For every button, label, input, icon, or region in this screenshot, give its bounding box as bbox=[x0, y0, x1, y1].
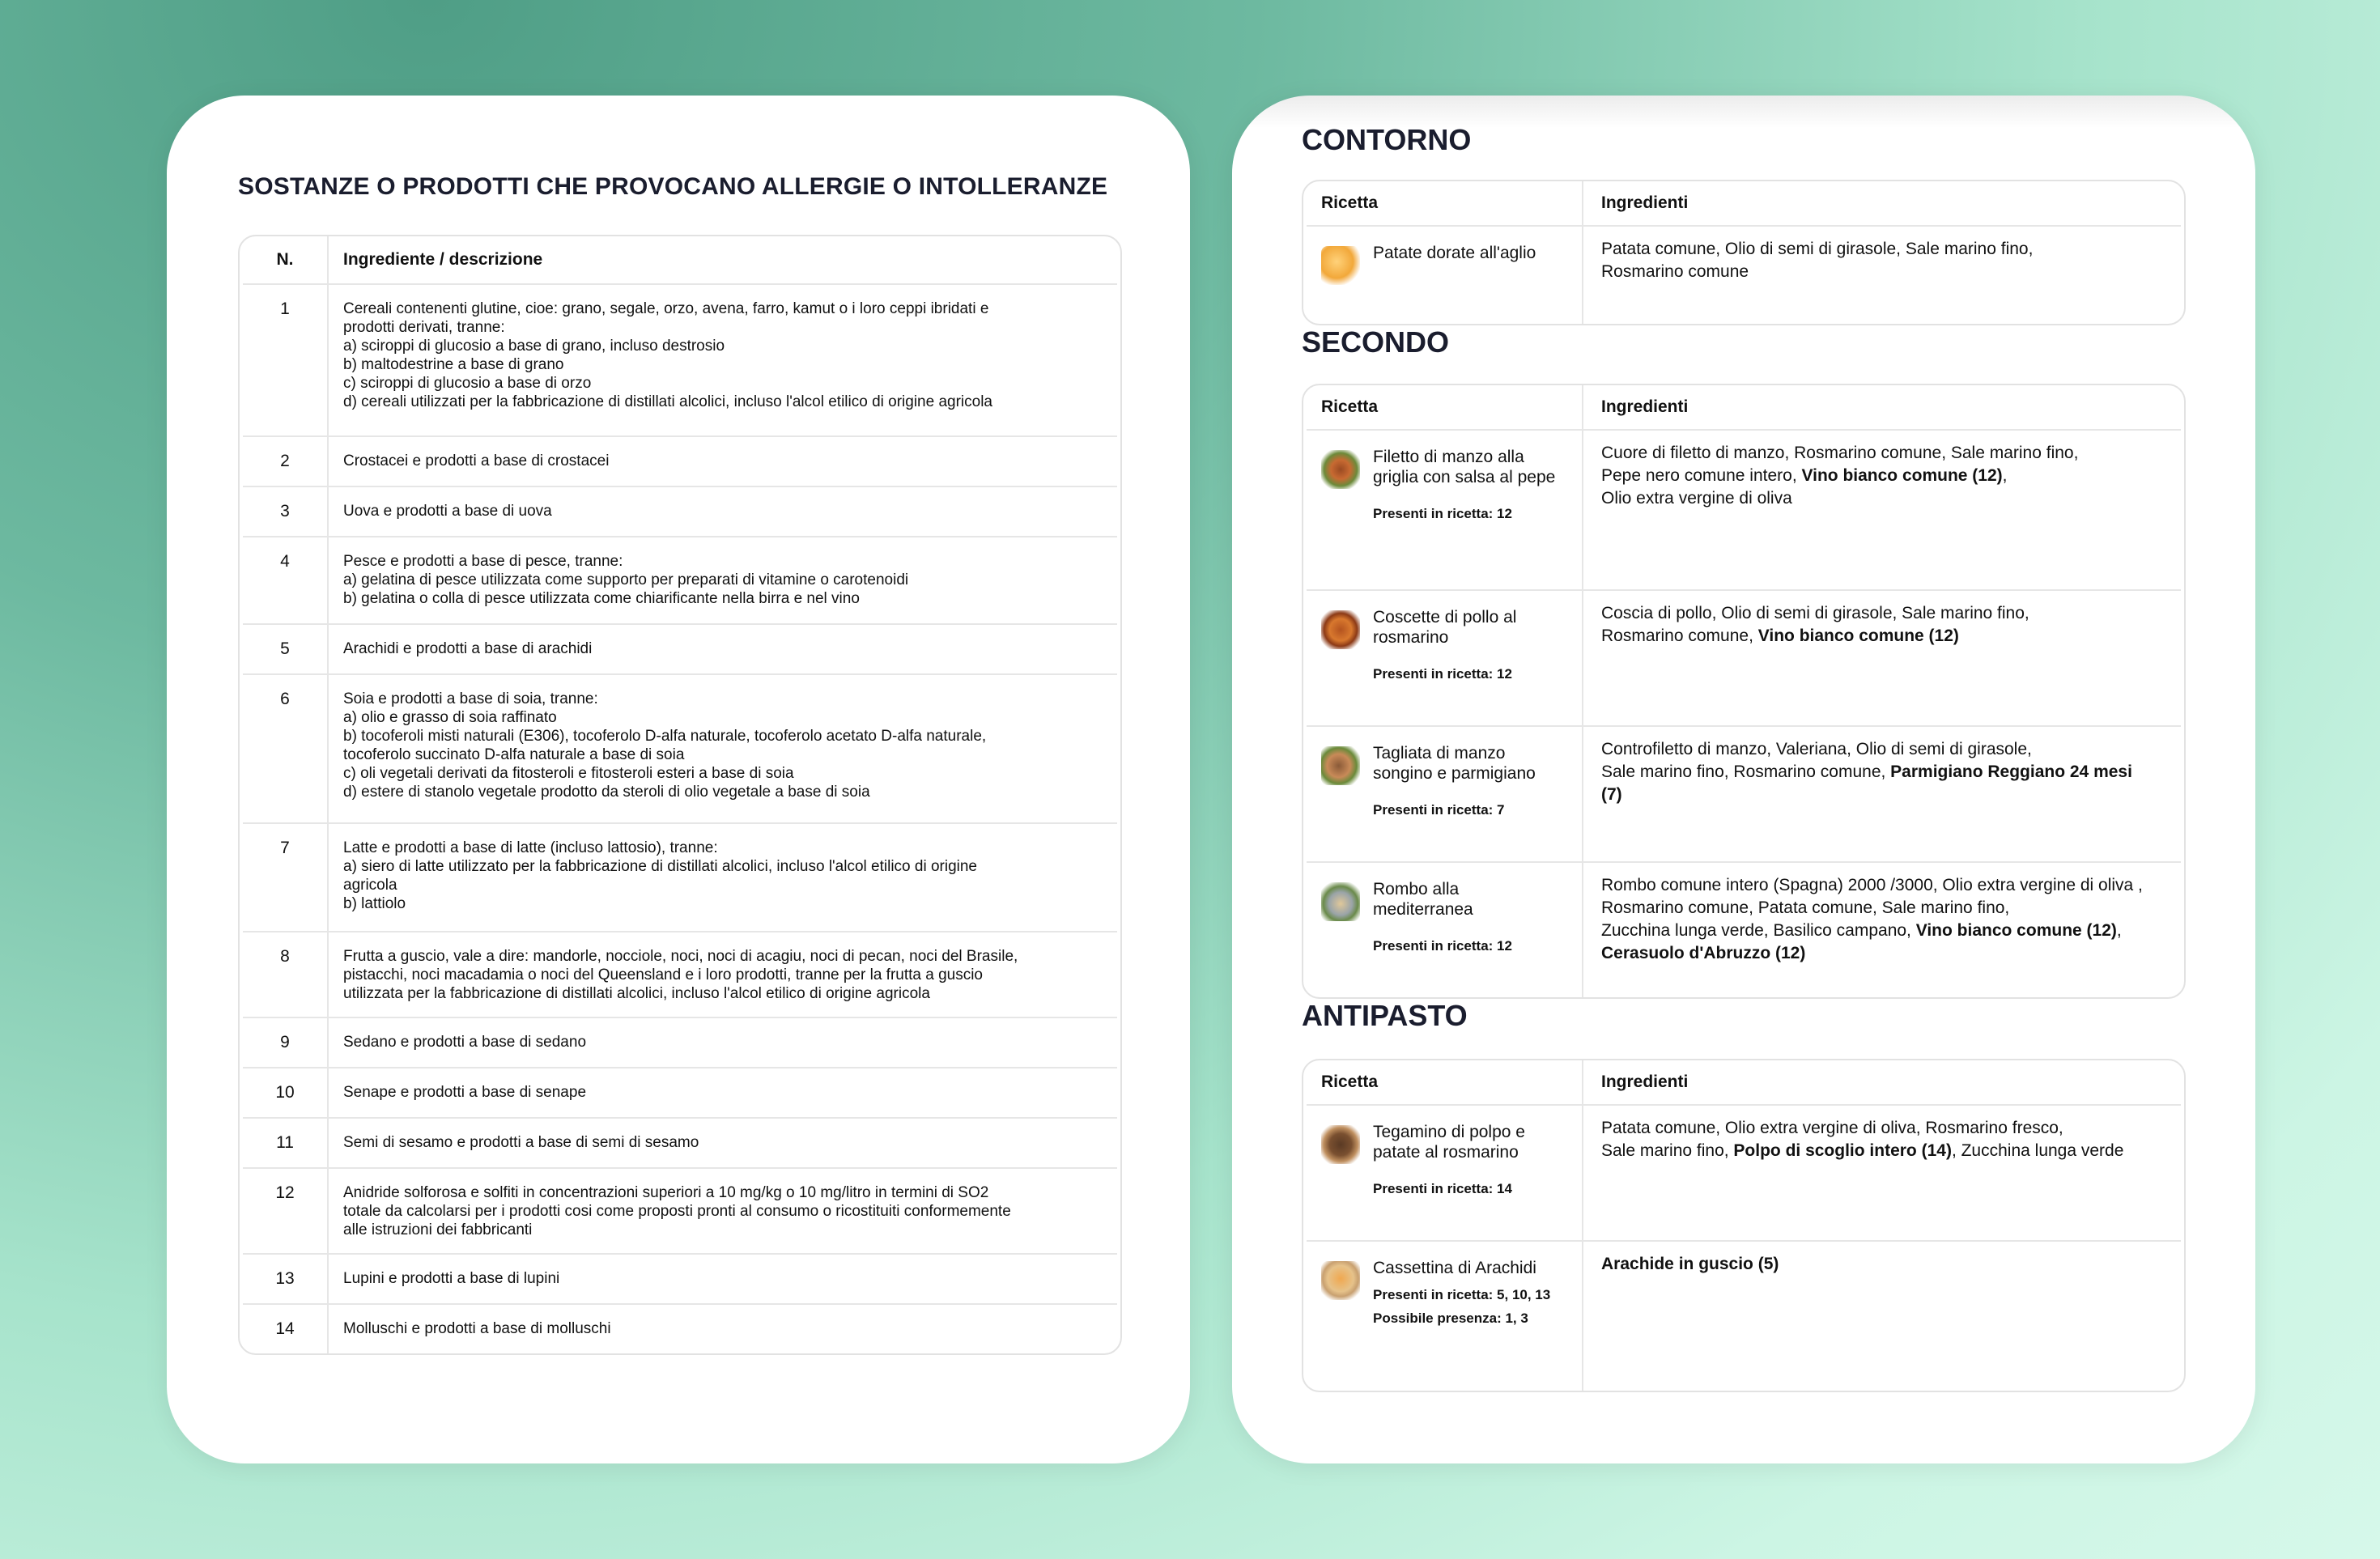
row-number: 14 bbox=[275, 1319, 295, 1338]
ingredients-cell bbox=[1582, 727, 2181, 861]
row-description: Uova e prodotti a base di uova bbox=[327, 487, 1117, 536]
allergen-presence: Presenti in ricetta: 12 bbox=[1373, 938, 1512, 954]
allergen-ingredient: Vino bianco comune (12) bbox=[1915, 921, 2117, 940]
table-row bbox=[243, 1067, 1117, 1117]
allergen-presence: Presenti in ricetta: 12 bbox=[1373, 666, 1512, 682]
recipe-cell bbox=[1307, 863, 1582, 997]
table-row bbox=[243, 822, 1117, 931]
allergen-ingredient: (7) bbox=[1601, 785, 1622, 804]
contorno-table bbox=[1302, 180, 2186, 325]
table-row bbox=[243, 623, 1117, 673]
menu-card bbox=[1232, 96, 2255, 1463]
section-title-contorno: CONTORNO bbox=[1302, 123, 1472, 156]
row-description: Latte e prodotti a base di latte (incluso lattosio), tranne: a) siero di latte utilizzato per la fabbricazione di distillati alcolici, incluso l'alcol etilico di origine agricola b) lattiolo bbox=[327, 824, 1117, 931]
ingredients-line bbox=[1601, 1253, 2181, 1276]
antipasto-table bbox=[1302, 1059, 2186, 1392]
recipe-cell bbox=[1307, 591, 1582, 725]
allergen-table-header bbox=[243, 236, 1117, 283]
octopus-pan-icon bbox=[1321, 1125, 1360, 1164]
col-header-recipe: Ricetta bbox=[1321, 1073, 1379, 1091]
row-description: Anidride solforosa e solfiti in concentrazioni superiori a 10 mg/kg o 10 mg/litro in termini di SO2 totale da calcolarsi per i prodotti cosi come proposti pronti al consumo o ricostituiti conformemente alle istruzioni dei fabbricanti bbox=[327, 1169, 1117, 1253]
row-description: Pesce e prodotti a base di pesce, tranne: a) gelatina di pesce utilizzata come supporto per preparati di vitamine o carotenoidi b) gelatina o colla di pesce utilizzata come chiarificante nella birra e nel vino bbox=[327, 537, 1117, 623]
recipe-name: Tagliata di manzo songino e parmigiano bbox=[1373, 744, 1536, 783]
allergen-ingredient: Vino bianco comune (12) bbox=[1757, 627, 1959, 645]
potato-dish-icon bbox=[1321, 246, 1360, 285]
table-row bbox=[243, 1253, 1117, 1303]
ingredients-line: Rosmarino comune bbox=[1601, 262, 1749, 281]
section-title-antipasto: ANTIPASTO bbox=[1302, 999, 1468, 1032]
table-row bbox=[1307, 1240, 2181, 1391]
table-row bbox=[243, 435, 1117, 486]
peanut-box-icon bbox=[1321, 1261, 1360, 1300]
recipe-cell bbox=[1307, 1242, 1582, 1391]
allergen-presence: Presenti in ricetta: 12 bbox=[1373, 506, 1512, 521]
beef-fillet-icon bbox=[1321, 450, 1360, 489]
table-row bbox=[1307, 225, 2181, 324]
possible-presence: Possibile presenza: 1, 3 bbox=[1373, 1310, 1528, 1326]
table-row bbox=[243, 283, 1117, 435]
turbot-fish-icon bbox=[1321, 882, 1360, 921]
table-header bbox=[1307, 1060, 2181, 1104]
allergen-presence: Presenti in ricetta: 5, 10, 13 bbox=[1373, 1287, 1551, 1302]
row-number: 10 bbox=[275, 1083, 295, 1102]
ingredients-line bbox=[1601, 784, 2181, 806]
allergen-presence: Presenti in ricetta: 14 bbox=[1373, 1181, 1512, 1196]
ingredients-line: Cuore di filetto di manzo, Rosmarino comune, Sale marino fino, bbox=[1601, 444, 2079, 462]
table-row bbox=[1307, 589, 2181, 725]
ingredients-line: Olio extra vergine di oliva bbox=[1601, 489, 1792, 508]
allergen-card bbox=[167, 96, 1190, 1463]
secondo-table bbox=[1302, 384, 2186, 999]
recipe-cell bbox=[1307, 227, 1582, 324]
col-header-ingredients: Ingredienti bbox=[1582, 1060, 2181, 1104]
table-row bbox=[243, 1167, 1117, 1253]
ingredients-cell bbox=[1582, 1106, 2181, 1240]
row-description: Frutta a guscio, vale a dire: mandorle, nocciole, noci, noci di acagiu, noci di pecan, noci del Brasile, pistacchi, noci macadamia o noci del Queensland e i loro prodotti, tranne per la frutta a guscio utilizzata per la fabbricazione di distillati alcolici, incluso l'alcol etilico di origine agricola bbox=[327, 932, 1117, 1017]
row-number: 6 bbox=[280, 690, 290, 708]
table-row bbox=[1307, 725, 2181, 861]
recipe-name: Cassettina di Arachidi bbox=[1373, 1259, 1536, 1277]
allergen-ingredient: Vino bianco comune (12) bbox=[1801, 466, 2003, 485]
row-description: Arachidi e prodotti a base di arachidi bbox=[327, 625, 1117, 673]
ingredients-line: Coscia di pollo, Olio di semi di girasole, Sale marino fino, bbox=[1601, 604, 2029, 622]
ingredients-line: Zucchina lunga verde, Basilico campano, Vino bianco comune (12), bbox=[1601, 921, 2122, 940]
recipe-cell bbox=[1307, 1106, 1582, 1240]
ingredients-line: Pepe nero comune intero, Vino bianco comune (12), bbox=[1601, 466, 2008, 485]
table-row bbox=[243, 1303, 1117, 1353]
ingredients-line: Rombo comune intero (Spagna) 2000 /3000, Olio extra vergine di oliva , bbox=[1601, 876, 2143, 894]
row-number: 12 bbox=[275, 1183, 295, 1202]
recipe-name: Coscette di pollo al rosmarino bbox=[1373, 608, 1517, 647]
table-row bbox=[243, 931, 1117, 1017]
row-description: Lupini e prodotti a base di lupini bbox=[327, 1255, 1117, 1303]
row-description: Semi di sesamo e prodotti a base di semi di sesamo bbox=[327, 1119, 1117, 1167]
row-description: Cereali contenenti glutine, cioe: grano, segale, orzo, avena, farro, kamut o i loro ceppi ibridati e prodotti derivati, tranne: a) sciroppi di glucosio a base di grano, incluso destrosio b) maltodestrine a base di grano c) sciroppi di glucosio a base di orzo d) cereali utilizzati per la fabbricazione di distillati alcolici, incluso l'alcol etilico di origine agricola bbox=[327, 285, 1117, 435]
allergen-ingredient: Arachide in guscio (5) bbox=[1601, 1255, 1779, 1273]
col-header-ingredients: Ingredienti bbox=[1582, 385, 2181, 429]
row-number: 1 bbox=[280, 299, 290, 318]
row-number: 13 bbox=[275, 1269, 295, 1288]
recipe-cell bbox=[1307, 727, 1582, 861]
row-number: 9 bbox=[280, 1033, 290, 1051]
col-header-description: Ingrediente / descrizione bbox=[327, 236, 1117, 283]
table-row bbox=[243, 673, 1117, 822]
table-header bbox=[1307, 181, 2181, 225]
ingredients-cell bbox=[1582, 863, 2181, 997]
row-description: Crostacei e prodotti a base di crostacei bbox=[327, 437, 1117, 486]
row-description: Senape e prodotti a base di senape bbox=[327, 1068, 1117, 1117]
table-row bbox=[243, 1017, 1117, 1067]
ingredients-line bbox=[1601, 942, 2181, 965]
row-number: 7 bbox=[280, 839, 290, 857]
allergen-ingredient: Polpo di scoglio intero (14) bbox=[1733, 1141, 1952, 1160]
row-number: 2 bbox=[280, 452, 290, 470]
row-number: 11 bbox=[276, 1133, 294, 1152]
table-row bbox=[243, 486, 1117, 536]
ingredients-line: Controfiletto di manzo, Valeriana, Olio di semi di girasole, bbox=[1601, 740, 2032, 758]
table-header bbox=[1307, 385, 2181, 429]
allergen-ingredient: Parmigiano Reggiano 24 mesi bbox=[1890, 763, 2132, 781]
table-row bbox=[1307, 861, 2181, 997]
section-title-secondo: SECONDO bbox=[1302, 325, 1450, 359]
col-header-number: N. bbox=[276, 250, 294, 269]
recipe-name: Rombo alla mediterranea bbox=[1373, 880, 1473, 919]
sliced-beef-icon bbox=[1321, 746, 1360, 785]
table-row bbox=[243, 1117, 1117, 1167]
row-number: 4 bbox=[280, 552, 290, 571]
row-number: 8 bbox=[280, 947, 290, 966]
allergen-presence: Presenti in ricetta: 7 bbox=[1373, 802, 1505, 818]
allergen-ingredient: Cerasuolo d'Abruzzo (12) bbox=[1601, 944, 1806, 962]
ingredients-line: Sale marino fino, Polpo di scoglio intero (14), Zucchina lunga verde bbox=[1601, 1141, 2124, 1160]
ingredients-cell bbox=[1582, 591, 2181, 725]
recipe-cell bbox=[1307, 431, 1582, 589]
ingredients-cell bbox=[1582, 227, 2181, 324]
ingredients-line: Rosmarino comune, Vino bianco comune (12) bbox=[1601, 627, 1959, 645]
row-description: Sedano e prodotti a base di sedano bbox=[327, 1018, 1117, 1067]
ingredients-line: Rosmarino comune, Patata comune, Sale marino fino, bbox=[1601, 898, 2010, 917]
chicken-legs-icon bbox=[1321, 610, 1360, 649]
ingredients-cell bbox=[1582, 431, 2181, 589]
ingredients-line: Patata comune, Olio extra vergine di oliva, Rosmarino fresco, bbox=[1601, 1119, 2063, 1137]
recipe-name: Tegamino di polpo e patate al rosmarino bbox=[1373, 1123, 1525, 1162]
table-row bbox=[243, 536, 1117, 623]
col-header-ingredients: Ingredienti bbox=[1582, 181, 2181, 225]
row-description: Molluschi e prodotti a base di molluschi bbox=[327, 1305, 1117, 1353]
ingredients-line: Patata comune, Olio di semi di girasole, Sale marino fino, bbox=[1601, 240, 2034, 258]
table-row bbox=[1307, 429, 2181, 589]
recipe-name: Filetto di manzo alla griglia con salsa al pepe bbox=[1373, 448, 1556, 486]
row-number: 5 bbox=[280, 639, 290, 658]
row-description: Soia e prodotti a base di soia, tranne: a) olio e grasso di soia raffinato b) tocoferoli misti naturali (E306), tocoferolo D-alfa naturale, tocoferolo acetato D-alfa naturale, tocoferolo succinato D-alfa naturale a base di soia c) oli vegetali derivati da fitosteroli e fitosteroli esteri a base di soia d) estere di stanolo vegetale prodotto da steroli di olio vegetale a base di soia bbox=[327, 675, 1117, 822]
allergen-title: SOSTANZE O PRODOTTI CHE PROVOCANO ALLERGIE O INTOLLERANZE bbox=[238, 173, 1108, 200]
col-header-recipe: Ricetta bbox=[1321, 397, 1379, 416]
row-number: 3 bbox=[280, 502, 290, 520]
allergen-table bbox=[238, 235, 1122, 1355]
recipe-name: Patate dorate all'aglio bbox=[1373, 244, 1536, 262]
ingredients-cell bbox=[1582, 1242, 2181, 1391]
ingredients-line: Sale marino fino, Rosmarino comune, Parmigiano Reggiano 24 mesi bbox=[1601, 763, 2132, 781]
col-header-recipe: Ricetta bbox=[1321, 193, 1379, 212]
table-row bbox=[1307, 1104, 2181, 1240]
